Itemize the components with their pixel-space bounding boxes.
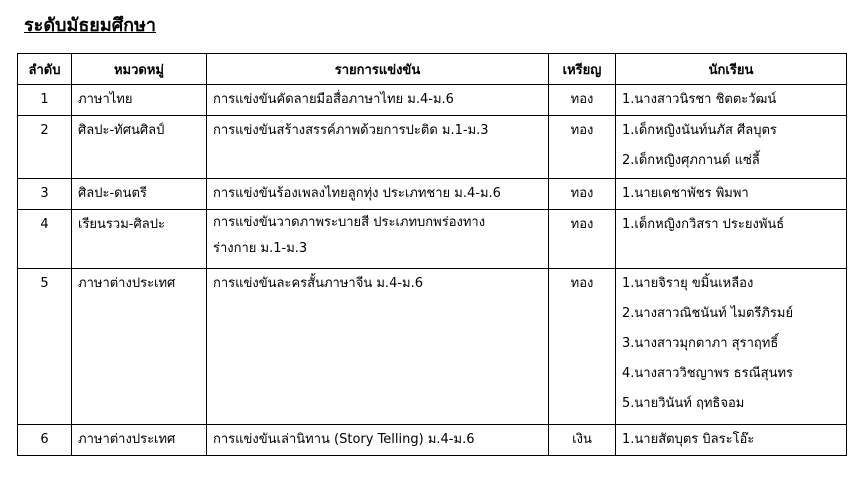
row-medal: ทอง: [549, 210, 616, 269]
row-category: ภาษาต่างประเทศ: [72, 269, 207, 425]
row-competition: การแข่งขันร้องเพลงไทยลูกทุ่ง ประเภทชาย ม.4-ม.6: [207, 179, 549, 210]
row-competition: การแข่งขันเล่านิทาน (Story Telling) ม.4-ม.6: [207, 425, 549, 456]
row-no: 6: [18, 425, 72, 456]
row-category: ศิลปะ-ทัศนศิลป์: [72, 116, 207, 179]
table-row: [18, 269, 847, 425]
row-students: 1.เด็กหญิงกวิสรา ประยงพันธ์: [616, 210, 847, 269]
header-medal: เหรียญ: [549, 54, 616, 85]
table-row: [18, 210, 847, 269]
row-competition: การแข่งขันคัดลายมือสื่อภาษาไทย ม.4-ม.6: [207, 85, 549, 116]
row-students: 1.นายสัตบุตร บิลระโอ๊ะ: [616, 425, 847, 456]
table-row: [18, 85, 847, 116]
row-medal: ทอง: [549, 116, 616, 179]
table-header-row: [18, 54, 847, 85]
row-no: 4: [18, 210, 72, 269]
row-no: 1: [18, 85, 72, 116]
row-medal: ทอง: [549, 179, 616, 210]
row-students: 1.นางสาวนิรชา ชิตตะวัฒน์: [616, 85, 847, 116]
header-no: ลำดับ: [18, 54, 72, 85]
table-row: [18, 179, 847, 210]
row-medal: เงิน: [549, 425, 616, 456]
row-competition: การแข่งขันสร้างสรรค์ภาพด้วยการปะติด ม.1-ม.3: [207, 116, 549, 179]
row-no: 3: [18, 179, 72, 210]
row-students: 1.เด็กหญิงนันท์นภัส ศีลบุตร 2.เด็กหญิงศุภกานต์ แซ่ลี้: [616, 116, 847, 179]
results-table: [17, 53, 847, 456]
header-category: หมวดหมู่: [72, 54, 207, 85]
row-students: 1.นายจิรายุ ขมิ้นเหลือง 2.นางสาวณิชนันท์ ไมตรีภิรมย์ 3.นางสาวมุกตาภา สุราฤทธิ์ 4.นางสาววิชญาพร ธรณีสุนทร 5.นายวินันท์ ฤทธิจอม: [616, 269, 847, 425]
row-competition: การแข่งขันวาดภาพระบายสี ประเภทบกพร่องทาง ร่างกาย ม.1-ม.3: [207, 210, 549, 269]
header-students: นักเรียน: [616, 54, 847, 85]
row-category: ศิลปะ-ดนตรี: [72, 179, 207, 210]
row-category: ภาษาต่างประเทศ: [72, 425, 207, 456]
row-students: 1.นายเดชาพัชร พิมพา: [616, 179, 847, 210]
row-category: เรียนรวม-ศิลปะ: [72, 210, 207, 269]
row-competition: การแข่งขันละครสั้นภาษาจีน ม.4-ม.6: [207, 269, 549, 425]
page-title: ระดับมัธยมศึกษา: [24, 15, 157, 36]
row-no: 5: [18, 269, 72, 425]
table-row: [18, 116, 847, 179]
row-category: ภาษาไทย: [72, 85, 207, 116]
row-medal: ทอง: [549, 269, 616, 425]
header-competition: รายการแข่งขัน: [207, 54, 549, 85]
table-row: [18, 425, 847, 456]
row-no: 2: [18, 116, 72, 179]
row-medal: ทอง: [549, 85, 616, 116]
